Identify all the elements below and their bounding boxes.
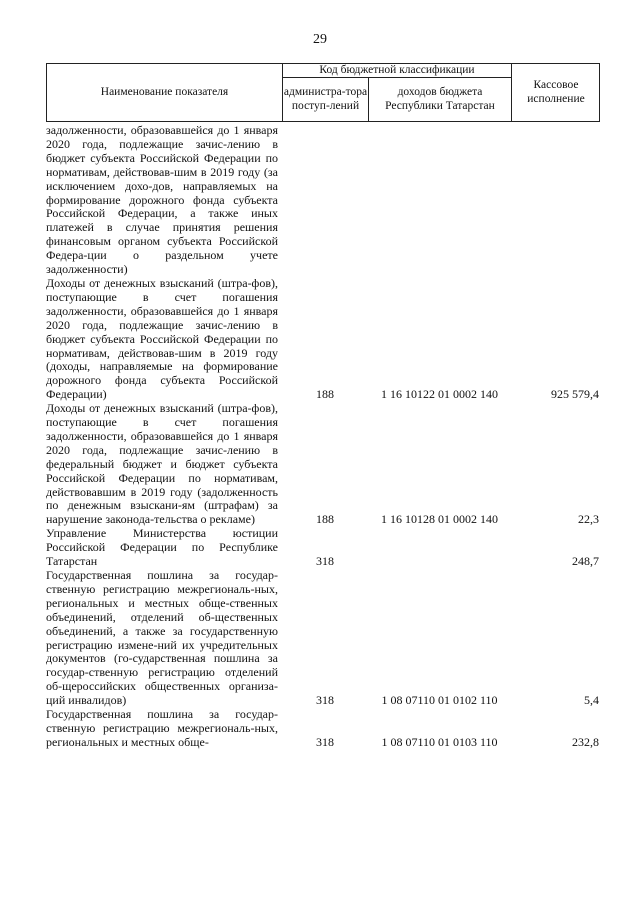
row-execution-value: 5,4	[584, 693, 599, 708]
row-indicator-name: Государственная пошлина за государ-ственную регистрацию межрегиональ-ных, региональных и местных обще-ственных объединений, отделений об-щественных объединений, а также за государственную регистрацию измене-ний их учредительных документов (го-сударственная пошлина за государ-ственную регистрацию отделений об-щероссийских общественных организа-ций инвалидов)	[46, 568, 278, 708]
table-body	[46, 124, 600, 750]
row-indicator-name: задолженности, образовавшейся до 1 января 2020 года, подлежащие зачис-лению в бюджет субъекта Российской Федерации по нормативам, действовав-шим в 2019 году (за исключением дохо-дов, направляемых на формирование дорожного фонда субъекта Российской Федерации, а также иных платежей в случае принятия решения финансовым органом субъекта Российской Федера-ции о раздельном учете задолженности)	[46, 123, 278, 277]
row-execution-value: 232,8	[572, 734, 599, 749]
row-admin-code: 188	[316, 387, 334, 402]
row-indicator-name: Доходы от денежных взысканий (штра-фов), поступающие в счет погашения задолженности, образовавшейся до 1 января 2020 года, подлежащие зачис-лению в бюджет субъекта Российской Федерации по нормативам, действовав-шим в 2019 году (доходы, направляемые на формирование дорожного фонда субъекта Российской Федерации)	[46, 275, 278, 402]
row-indicator-name: Доходы от денежных взысканий (штра-фов), поступающие в счет погашения задолженности, образовавшейся до 1 января 2020 года, подлежащие зачис-лению в федеральный бюджет и бюджет субъекта Российской Федерации по нормативам, действовавшим в 2019 году (задолженность по денежным взыскани-ям (штрафам) за нарушение законода-тельства о рекламе)	[46, 401, 278, 527]
row-admin-code: 318	[316, 734, 334, 749]
header-indicator-name: Наименование показателя	[47, 64, 283, 121]
row-income-code: 1 16 10122 01 0002 140	[381, 387, 498, 402]
row-execution-value: 22,3	[578, 512, 599, 527]
page-number: 29	[313, 32, 327, 47]
table-row	[46, 402, 600, 527]
table-row	[46, 708, 600, 750]
row-admin-code: 318	[316, 554, 334, 569]
header-budget-classification-code: Код бюджетной классификации	[283, 64, 512, 78]
row-admin-code: 188	[316, 512, 334, 527]
row-indicator-name: Управление Министерства юстиции Российской Федерации по Республике Татарстан	[46, 526, 278, 569]
table-header	[46, 63, 600, 122]
header-cash-execution: Кассовое исполнение	[527, 79, 585, 105]
header-administrator-code: администра-тора поступ-лений	[283, 78, 369, 121]
table-row	[46, 569, 600, 708]
table-row	[46, 124, 600, 277]
row-income-code: 1 16 10128 01 0002 140	[381, 512, 498, 527]
row-admin-code: 318	[316, 693, 334, 708]
table-row	[46, 527, 600, 569]
header-income-code: доходов бюджета Республики Татарстан	[369, 78, 512, 121]
row-execution-value: 925 579,4	[551, 387, 599, 402]
row-execution-value: 248,7	[572, 554, 599, 569]
row-indicator-name: Государственная пошлина за государ-ственную регистрацию межрегиональ-ных, региональных и местных обще-	[46, 707, 278, 749]
table-row	[46, 277, 600, 402]
row-income-code: 1 08 07110 01 0102 110	[381, 693, 498, 708]
row-income-code: 1 08 07110 01 0103 110	[381, 734, 498, 749]
